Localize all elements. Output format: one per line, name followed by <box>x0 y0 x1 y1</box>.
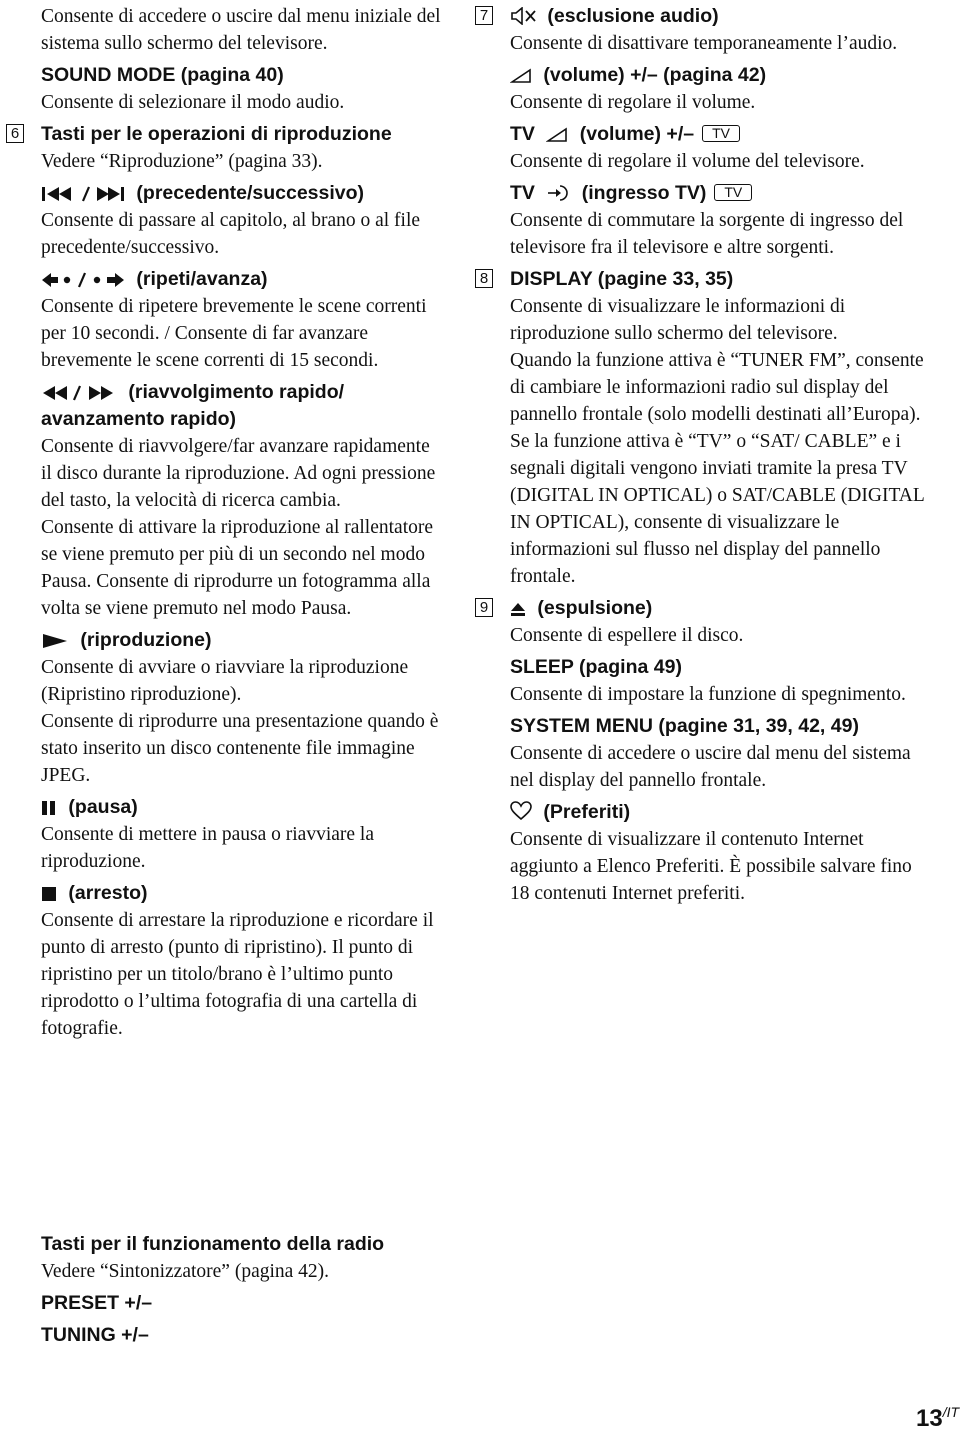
tuning-heading: TUNING +/– <box>41 1324 149 1346</box>
eject-desc: Consente di espellere il disco. <box>510 625 744 646</box>
display-heading: 8 DISPLAY (pagine 33, 35) <box>510 266 930 293</box>
mute-desc: Consente di disattivare temporaneamente l’audio. <box>510 33 898 54</box>
item-marker: 9 <box>475 598 493 617</box>
radio-keys-desc: Vedere “Sintonizzatore” (pagina 42). <box>41 1261 330 1282</box>
display-desc-1: Consente di visualizzare le informazioni di riproduzione sullo schermo del televisore. <box>510 296 846 344</box>
display-desc-3: Se la funzione attiva è “TV” o “SAT/ CABLE” e i segnali digitali vengono inviati tramite la presa TV (DIGITAL IN OPTICAL) o SAT/CABLE (DIGITAL IN OPTICAL), consente di visualizzare le informazioni sul flusso nel display del pannello frontale. <box>510 431 925 587</box>
page-language: /IT <box>942 1404 960 1420</box>
tv-key-badge: TV <box>714 184 752 201</box>
eject-icon <box>510 601 526 617</box>
mute-icon <box>510 7 536 25</box>
system-menu-desc: Consente di accedere o uscire dal menu del sistema nel display del pannello frontale. <box>510 743 911 791</box>
stop-heading: (arresto) <box>41 880 441 907</box>
playback-keys-heading: 6 Tasti per le operazioni di riproduzione <box>41 121 441 148</box>
display-desc-2: Quando la funzione attiva è “TUNER FM”, consente di cambiare le informazioni radio sul display del pannello frontale (solo modelli destinati all’Europa). <box>510 350 924 425</box>
replay-advance-icon <box>41 272 125 288</box>
preset-heading: PRESET +/– <box>41 1292 153 1314</box>
tv-key-badge: TV <box>702 125 740 142</box>
tv-volume-heading: TV (volume) +/– TV <box>510 121 930 148</box>
play-icon <box>41 633 69 649</box>
intro-text: Consente di accedere o uscire dal menu iniziale del sistema sullo schermo del televisore. <box>41 6 441 54</box>
pause-heading: (pausa) <box>41 794 441 821</box>
sleep-heading: SLEEP (pagina 49) <box>510 656 682 678</box>
radio-keys-heading: Tasti per il funzionamento della radio <box>41 1233 385 1255</box>
tv-input-desc: Consente di commutare la sorgente di ingresso del televisore fra il televisore e altre sorgenti. <box>510 210 904 258</box>
eject-heading: 9 (espulsione) <box>510 595 930 622</box>
replay-advance-desc: Consente di ripetere brevemente le scene correnti per 10 secondi. / Consente di far avanzare brevemente le scene correnti di 15 secondi. <box>41 296 427 371</box>
input-select-icon <box>546 184 570 202</box>
playback-keys-desc: Vedere “Riproduzione” (pagina 33). <box>41 151 323 172</box>
volume-desc: Consente di regolare il volume. <box>510 92 756 113</box>
pause-icon <box>41 800 57 816</box>
play-desc-1: Consente di avviare o riavviare la riproduzione (Ripristino riproduzione). <box>41 657 409 705</box>
rew-ff-desc-2: Consente di attivare la riproduzione al rallentatore se viene premuto per più di un secondo nel modo Pausa. Consente di riprodurre un fotogramma alla volta se viene premuto nel modo Pausa. <box>41 517 434 619</box>
rew-ff-heading: (riavvolgimento rapido/ avanzamento rapido) <box>41 381 345 430</box>
rewind-ff-icon <box>41 385 117 401</box>
sound-mode-heading: SOUND MODE (pagina 40) <box>41 64 284 86</box>
mute-heading: 7 (esclusione audio) <box>510 3 930 30</box>
favorites-desc: Consente di visualizzare il contenuto Internet aggiunto a Elenco Preferiti. È possibile salvare fino 18 contenuti Internet preferiti. <box>510 829 912 904</box>
stop-icon <box>41 886 57 902</box>
play-heading: (riproduzione) <box>41 627 441 654</box>
tv-volume-desc: Consente di regolare il volume del televisore. <box>510 151 865 172</box>
pause-desc: Consente di mettere in pausa o riavviare la riproduzione. <box>41 824 375 872</box>
left-column <box>10 3 441 1042</box>
sleep-desc: Consente di impostare la funzione di spegnimento. <box>510 684 906 705</box>
volume-icon <box>546 127 568 143</box>
prev-next-desc: Consente di passare al capitolo, al brano o al file precedente/successivo. <box>41 210 421 258</box>
radio-section <box>41 1231 461 1349</box>
stop-desc: Consente di arrestare la riproduzione e ricordare il punto di arresto (punto di ripristino). Il punto di ripristino per un titolo/brano è l’ultimo punto riprodotto o l’ultima fotografia di una cartella di fotografie. <box>41 910 434 1039</box>
play-desc-2: Consente di riprodurre una presentazione quando è stato inserito un disco contenente file immagine JPEG. <box>41 711 439 786</box>
item-marker: 7 <box>475 6 493 25</box>
volume-icon <box>510 68 532 84</box>
page-number: $13^{/IT}$ <box>916 1404 960 1432</box>
item-marker: 6 <box>6 124 24 143</box>
replay-advance-heading: (ripeti/avanza) <box>41 266 441 293</box>
sound-mode-desc: Consente di selezionare il modo audio. <box>41 92 345 113</box>
system-menu-heading: SYSTEM MENU (pagine 31, 39, 42, 49) <box>510 715 859 737</box>
prev-next-icon <box>41 186 125 202</box>
right-column <box>479 3 930 907</box>
prev-next-heading: (precedente/successivo) <box>41 180 441 207</box>
tv-input-heading: TV (ingresso TV) TV <box>510 180 930 207</box>
rew-ff-desc-1: Consente di riavvolgere/far avanzare rapidamente il disco durante la riproduzione. Ad ogni pressione del tasto, la velocità di ricerca cambia. <box>41 436 436 511</box>
item-marker: 8 <box>475 269 493 288</box>
volume-heading: (volume) +/– (pagina 42) <box>510 62 930 89</box>
favorites-heading: (Preferiti) <box>510 799 930 826</box>
heart-icon <box>510 801 532 821</box>
